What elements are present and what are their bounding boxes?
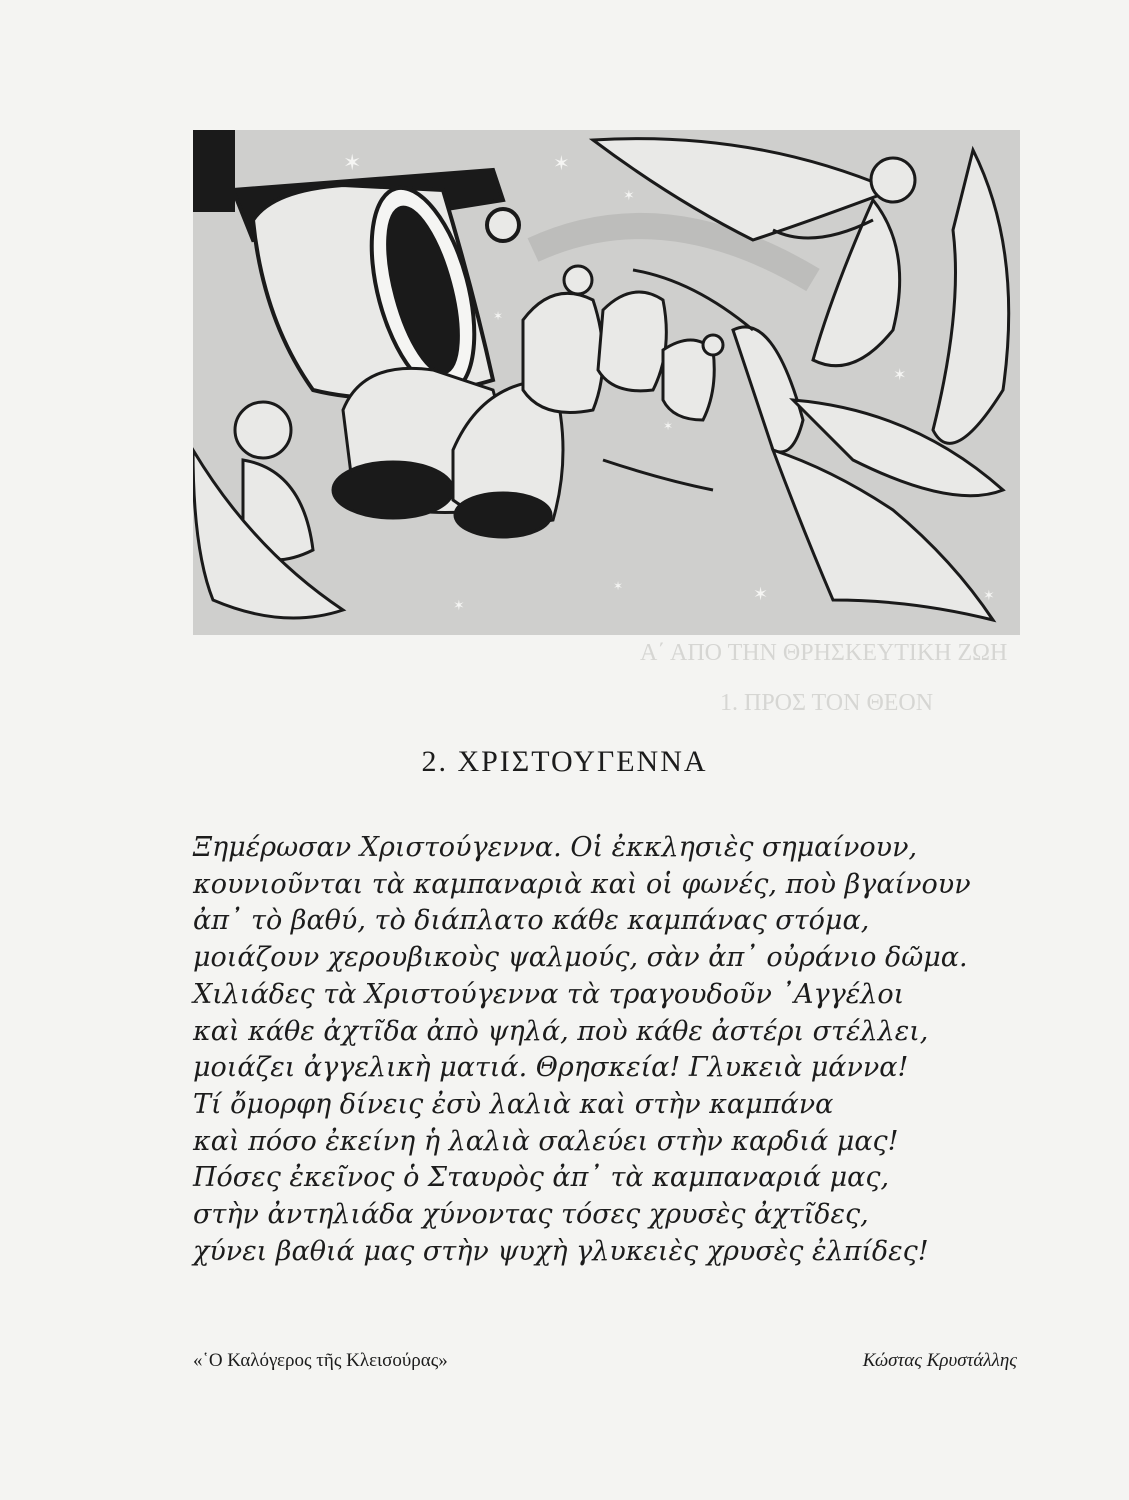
svg-text:✶: ✶ bbox=[553, 151, 570, 175]
svg-text:✶: ✶ bbox=[663, 419, 674, 433]
poem-line: κουνιοῦνται τὰ καμπαναριὰ καὶ οἱ φωνές, ποὺ βγαίνουν bbox=[193, 868, 971, 900]
svg-text:✶: ✶ bbox=[753, 584, 769, 605]
poem-body bbox=[193, 830, 1053, 1270]
poem-line: Τί ὄμορφη δίνεις ἐσὺ λαλιὰ καὶ στὴν καμπάνα bbox=[193, 1088, 834, 1120]
poem-line: Χιλιάδες τὰ Χριστούγεννα τὰ τραγουδοῦν ᾿Αγγέλοι bbox=[193, 978, 905, 1010]
poem-line: μοιάζει ἀγγελικὴ ματιά. Θρησκεία! Γλυκειὰ μάννα! bbox=[193, 1052, 909, 1084]
svg-text:✶: ✶ bbox=[453, 598, 465, 614]
svg-text:✶: ✶ bbox=[623, 188, 635, 204]
svg-text:✶: ✶ bbox=[343, 151, 362, 176]
poem-line: Ξημέρωσαν Χριστούγεννα. Οἱ ἐκκλησιὲς σημαίνουν, bbox=[193, 832, 918, 863]
svg-text:✶: ✶ bbox=[983, 588, 995, 604]
poem-line: ἀπ᾿ τὸ βαθύ, τὸ διάπλατο κάθε καμπάνας στόμα, bbox=[193, 905, 870, 937]
poem-line: μοιάζουν χερουβικοὺς ψαλμούς, σὰν ἀπ᾿ οὐράνιο δῶμα. bbox=[193, 942, 968, 974]
bleed-through-subheading: 1. ΠΡΟΣ ΤΟΝ ΘΕΟΝ bbox=[720, 690, 934, 716]
poem-title: 2. ΧΡΙΣΤΟΥΓΕΝΝΑ bbox=[421, 745, 708, 778]
poem-line: Πόσες ἐκεῖνος ὁ Σταυρὸς ἀπ᾿ τὰ καμπαναριά μας, bbox=[193, 1162, 890, 1194]
author-name: Κώστας Κρυστάλλης bbox=[862, 1350, 1017, 1371]
svg-text:✶: ✶ bbox=[893, 365, 907, 384]
illustration-drawing bbox=[193, 130, 1020, 635]
svg-text:✶: ✶ bbox=[713, 224, 729, 245]
poem-line: στὴν ἀντηλιάδα χύνοντας τόσες χρυσὲς ἀχτῖδες, bbox=[193, 1199, 869, 1231]
poem-line: καὶ κάθε ἀχτῖδα ἀπὸ ψηλά, ποὺ κάθε ἀστέρι στέλλει, bbox=[193, 1015, 929, 1047]
poem-line: καὶ πόσο ἐκείνη ἡ λαλιὰ σαλεύει στὴν καρδιά μας! bbox=[193, 1125, 899, 1157]
bells-angels-illustration bbox=[193, 130, 1020, 635]
svg-text:✶: ✶ bbox=[613, 579, 624, 593]
svg-text:✶: ✶ bbox=[493, 309, 504, 323]
source-citation: «῾Ο Καλόγερος τῆς Κλεισούρας» bbox=[193, 1350, 448, 1371]
poem-line: χύνει βαθιά μας στὴν ψυχὴ γλυκειὲς χρυσὲς ἐλπίδες! bbox=[193, 1235, 929, 1267]
bleed-through-heading: Α΄ ΑΠΟ ΤΗΝ ΘΡΗΣΚΕΥΤΙΚΗ ΖΩΗ bbox=[640, 640, 1008, 666]
